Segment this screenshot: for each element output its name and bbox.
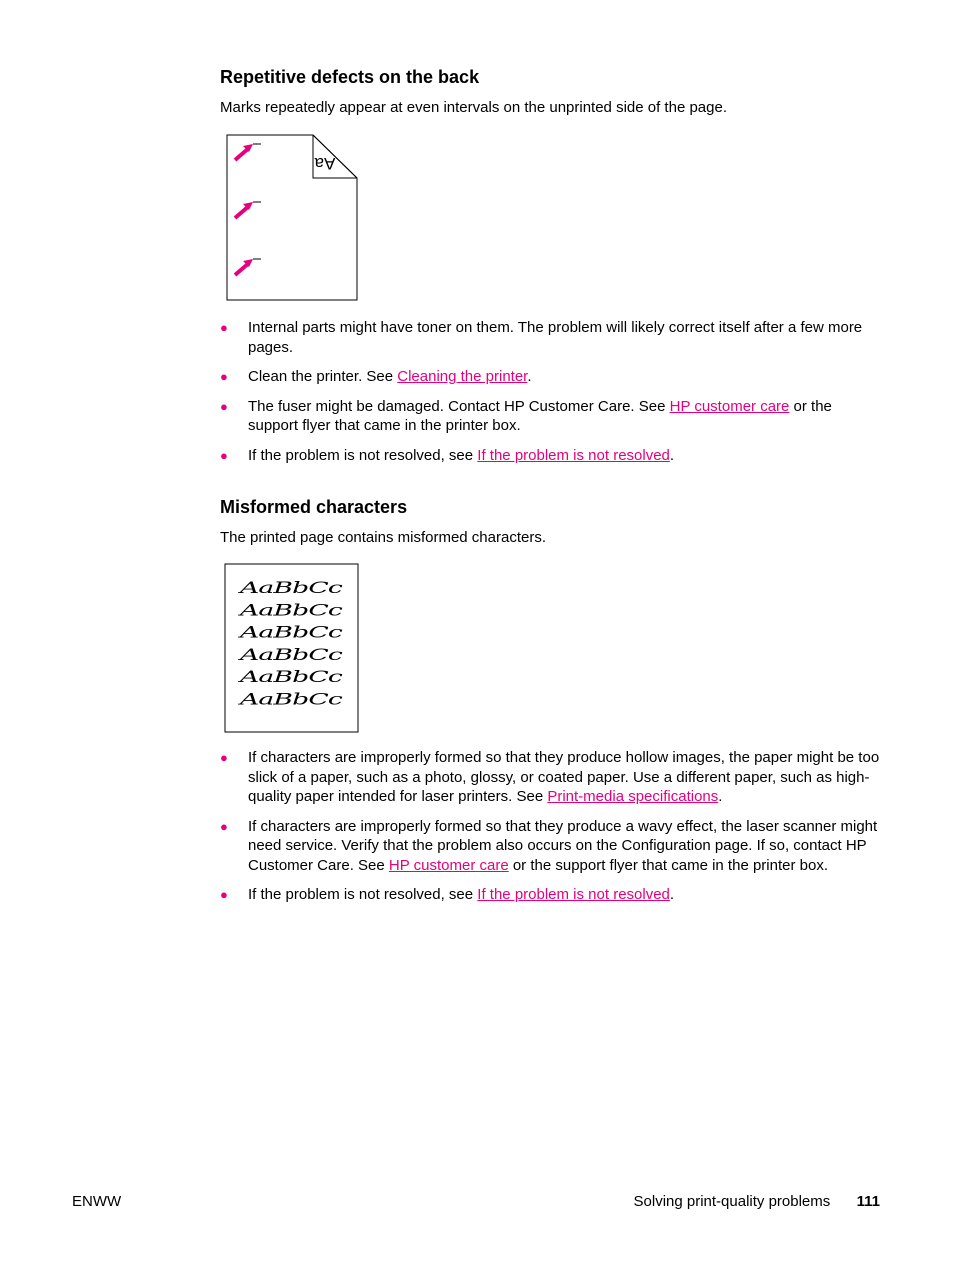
list-item: ● If characters are improperly formed so that they produce a wavy effect, the laser scanner might need service. Verify that the problem also occurs on the Configuration page. If so, contact HP Customer Care. See HP customer care or the support flyer that came in the printer box.: [220, 817, 878, 874]
bullet-icon: ●: [220, 369, 228, 384]
section-intro-misformed-characters: The printed page contains misformed characters.: [220, 529, 546, 546]
repetitive-defects-illustration: [225, 134, 359, 302]
bullet-icon: ●: [220, 398, 228, 414]
misformed-characters-bullets: [220, 748, 880, 915]
link-problem-not-resolved[interactable]: If the problem is not resolved: [477, 886, 670, 903]
list-item: ● The fuser might be damaged. Contact HP Customer Care. See HP customer care or the support flyer that came in the printer box.: [220, 397, 832, 434]
page-number: 111: [856, 1193, 880, 1210]
bullet-icon: ●: [220, 887, 228, 902]
section-heading-misformed-characters: Misformed characters: [220, 497, 408, 517]
list-item: ● If the problem is not resolved, see If the problem is not resolved.: [220, 446, 675, 464]
link-print-media-specifications[interactable]: Print-media specifications: [547, 788, 719, 805]
sample-text-row: AaBbCc: [236, 667, 343, 687]
corner-text: Aa: [314, 154, 336, 173]
list-item: ● If characters are improperly formed so that they produce hollow images, the paper might be too slick of a paper, such as a photo, glossy, or coated paper. Use a different paper, such as high-quality paper intended for laser printers. See Print-media specifications.: [220, 749, 880, 805]
section-intro-repetitive-defects: Marks repeatedly appear at even intervals on the unprinted side of the page.: [220, 99, 727, 116]
bullet-icon: ●: [220, 320, 228, 335]
link-hp-customer-care[interactable]: HP customer care: [669, 397, 790, 415]
footer-section-title: Solving print-quality problems: [633, 1193, 831, 1210]
repetitive-defects-bullets: [220, 318, 880, 475]
sample-text-row: AaBbCc: [236, 600, 343, 620]
list-item: ● Internal parts might have toner on them. The problem will likely correct itself after a few more pages.: [220, 319, 863, 356]
link-hp-customer-care[interactable]: HP customer care: [388, 856, 509, 874]
bullet-icon: ●: [220, 750, 228, 765]
sample-text-row: AaBbCc: [236, 689, 343, 709]
section-heading-repetitive-defects: Repetitive defects on the back: [220, 67, 480, 87]
footer-right: [634, 1193, 880, 1210]
footer-left: ENWW: [72, 1193, 122, 1210]
sample-text-row: AaBbCc: [236, 644, 343, 664]
sample-text-row: AaBbCc: [236, 622, 343, 642]
bullet-icon: ●: [220, 447, 228, 463]
list-item: ● Clean the printer. See Cleaning the printer.: [220, 368, 532, 385]
sample-text-row: AaBbCc: [236, 578, 343, 597]
bullet-icon: ●: [220, 818, 228, 834]
list-item: ● If the problem is not resolved, see If the problem is not resolved.: [220, 886, 675, 903]
link-problem-not-resolved[interactable]: If the problem is not resolved: [477, 446, 670, 464]
page-outline: [227, 135, 357, 300]
misformed-characters-illustration: [224, 563, 360, 734]
link-cleaning-the-printer[interactable]: Cleaning the printer: [397, 368, 528, 385]
